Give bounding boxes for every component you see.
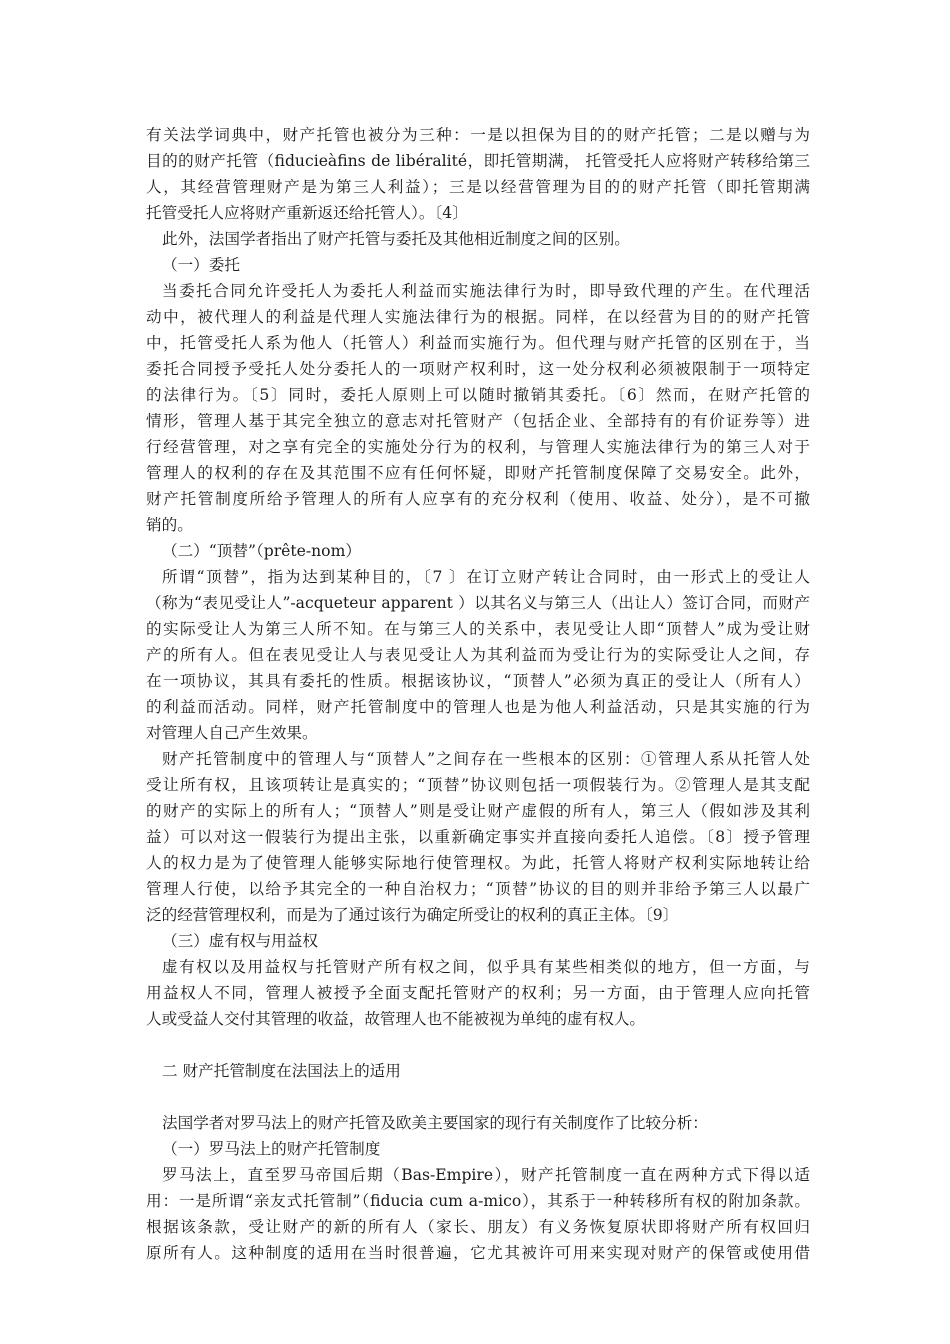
text-line: 人的权力是为了使管理人能够实际地行使管理权。为此，托管人将财产权利实际地转让给 [146, 854, 810, 872]
section-heading: （一）委托 [162, 256, 240, 274]
chapter-heading: 二 财产托管制度在法国法上的适用 [162, 1062, 401, 1080]
section-heading: （三）虚有权与用益权 [162, 932, 318, 950]
text-line: （称为“表见受让人”-acqueteur apparent ）以其名义与第三人（出让人）签订合同，而财产 [146, 594, 810, 612]
section-heading: （一）罗马法上的财产托管制度 [162, 1140, 381, 1158]
text-line: 用益权人不同，管理人被授予全面支配托管财产的权利；另一方面，由于管理人应向托管 [146, 984, 810, 1002]
text-line: 的财产的实际上的所有人；“顶替人”则是受让财产虚假的所有人，第三人（假如涉及其利 [146, 802, 810, 820]
text-line: 此外，法国学者指出了财产托管与委托及其他相近制度之间的区别。 [162, 230, 630, 248]
text-line: 财产托管制度所给予管理人的所有人应享有的充分权利（使用、收益、处分），是不可撤 [146, 490, 810, 508]
text-line: 对管理人自己产生效果。 [146, 724, 318, 742]
text-line: 原所有人。这种制度的适用在当时很普遍，它尤其被许可用来实现对财产的保管或使用借 [146, 1244, 810, 1262]
document-page [146, 122, 810, 1266]
text-line: 销的。 [146, 516, 193, 534]
text-line: 用：一是所谓“亲友式托管制”（fiducia cum a-mico），其系于一种转移所有权的附加条款。 [146, 1192, 810, 1210]
text-line: 在一项协议，其具有委托的性质。根据该协议，“顶替人”必须为真正的受让人（所有人） [146, 672, 810, 690]
text-line: 人或受益人交付其管理的收益，故管理人也不能被视为单纯的虚有权人。 [146, 1010, 646, 1028]
text-line: 托管受托人应将财产重新返还给托管人）。〔4〕 [146, 204, 468, 222]
text-line: 产的所有人。但在表见受让人与表见受让人为其利益而为受让行为的实际受让人之间，存 [146, 646, 810, 664]
blank-line [146, 1084, 810, 1110]
text-line: 管理人行使，以给予其完全的一种自治权力；“顶替”协议的目的则并非给予第三人以最广 [146, 880, 810, 898]
text-line: 委托合同授予受托人处分委托人的一项财产权利时，这一处分权利必须被限制于一项特定 [146, 360, 810, 378]
text-line: 受让所有权，且该项转让是真实的；“顶替”协议则包括一项假装行为。②管理人是其支配 [146, 776, 810, 794]
text-line: 所谓“顶替”，指为达到某种目的，〔7 〕在订立财产转让合同时，由一形式上的受让人 [162, 568, 810, 586]
text-line: 财产托管制度中的管理人与“顶替人”之间存在一些根本的区别：①管理人系从托管人处 [162, 750, 810, 768]
text-line: 根据该条款，受让财产的新的所有人（家长、朋友）有义务恢复原状即将财产所有权回归 [146, 1218, 810, 1236]
text-line: 的实际受让人为第三人所不知。在与第三人的关系中，表见受让人即“顶替人”成为受让财 [146, 620, 810, 638]
text-line: 中，托管受托人系为他人（托管人）利益而实施行为。但代理与财产托管的区别在于，当 [146, 334, 810, 352]
text-line: 情形，管理人基于其完全独立的意志对托管财产（包括企业、全部持有的有价证券等）进 [146, 412, 810, 430]
text-line: 目的的财产托管（fiducieàfins de libéralité，即托管期满， 托管受托人应将财产转移给第三 [146, 152, 810, 170]
text-line: 的法律行为。〔5〕同时，委托人原则上可以随时撤销其委托。〔6〕然而，在财产托管的 [146, 386, 810, 404]
text-line: 管理人的权利的存在及其范围不应有任何怀疑，即财产托管制度保障了交易安全。此外， [146, 464, 810, 482]
text-line: 有关法学词典中，财产托管也被分为三种：一是以担保为目的的财产托管；二是以赠与为 [146, 126, 810, 144]
text-line: 行经营管理，对之享有完全的实施处分行为的权利，与管理人实施法律行为的第三人对于 [146, 438, 810, 456]
text-line: 泛的经营管理权利，而是为了通过该行为确定所受让的权利的真正主体。〔9〕 [146, 906, 679, 924]
text-line: 的利益而活动。同样，财产托管制度中的管理人也是为他人利益活动，只是其实施的行为 [146, 698, 810, 716]
blank-line [146, 1032, 810, 1058]
text-line: 虚有权以及用益权与托管财产所有权之间，似乎具有某些相类似的地方，但一方面，与 [162, 958, 810, 976]
text-line: 当委托合同允许受托人为委托人利益而实施法律行为时，即导致代理的产生。在代理活 [162, 282, 810, 300]
text-line: 益）可以对这一假装行为提出主张，以重新确定事实并直接向委托人追偿。〔8〕授予管理 [146, 828, 810, 846]
text-line: 动中，被代理人的利益是代理人实施法律行为的根据。同样，在以经营为目的的财产托管 [146, 308, 810, 326]
section-heading: （二）“顶替”（prête-nom） [162, 542, 361, 560]
text-line: 人，其经营管理财产是为第三人利益）；三是以经营管理为目的的财产托管（即托管期满 [146, 178, 810, 196]
text-line: 罗马法上，直至罗马帝国后期（Bas-Empire），财产托管制度一直在两种方式下得以适 [162, 1166, 810, 1184]
text-line: 法国学者对罗马法上的财产托管及欧美主要国家的现行有关制度作了比较分析： [162, 1114, 708, 1132]
